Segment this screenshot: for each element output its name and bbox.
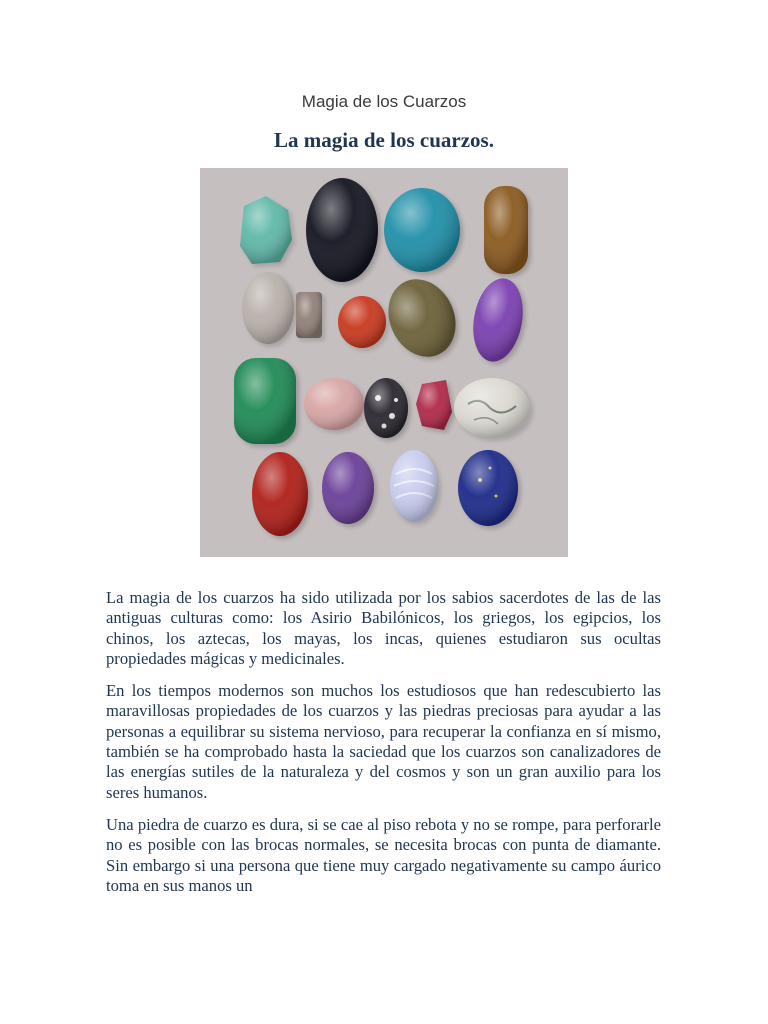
document-title: La magia de los cuarzos.	[274, 128, 494, 152]
tourmaline-stone	[296, 292, 325, 341]
malachite-stone	[234, 358, 299, 447]
paragraph-2: En los tiempos modernos son muchos los estudiosos que han redescubierto las maravillosas propiedades de los cuarzos y las piedras preciosas para ayudar a las personas a equilibrar su sistema nervioso, para recuperar la confianza en sí mismo, también se ha comprobado hasta la saciedad que los cuarzos son canalizadores de las energías sutiles de la naturaleza y del cosmos y son un gran auxilio para los seres humanos.	[106, 681, 661, 802]
tigers-eye-stone	[484, 186, 531, 277]
document-header: Magia de los Cuarzos	[301, 92, 467, 111]
paragraph-1: La magia de los cuarzos ha sido utilizada por los sabios sacerdotes de las de las antiguas culturas como: los Asirio Babilónicos, los griegos, los egipcios, los chinos, los aztecas, los mayas, los incas, quienes estudiaron sus ocultas propiedades mágicas y medicinales.	[106, 588, 661, 668]
paragraph-3: Una piedra de cuarzo es dura, si se cae al piso rebota y no se rompe, para perforarle no es posible con las brocas normales, se necesita brocas con punta de diamante. Sin embargo si una persona que tiene muy cargado negativamente su campo áurico toma en sus manos un	[106, 814, 661, 895]
body-text	[106, 588, 661, 908]
stones-photo	[200, 168, 568, 557]
ruby-stone	[416, 380, 455, 433]
